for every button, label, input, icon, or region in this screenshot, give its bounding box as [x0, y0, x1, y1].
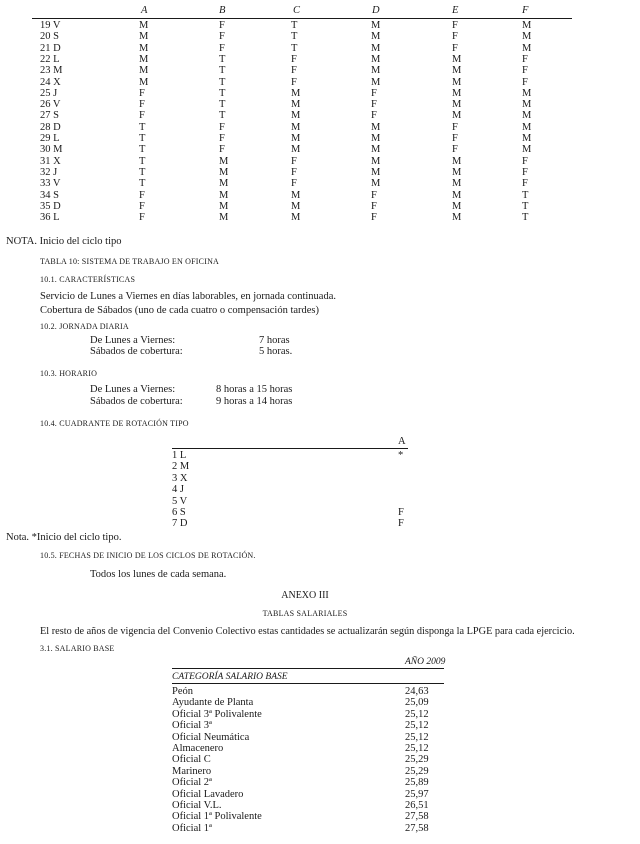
shift-cell: T	[291, 42, 298, 54]
shift-cell: F	[371, 212, 377, 224]
shift-cell: M	[371, 155, 381, 167]
row-day: 26 V	[40, 99, 61, 111]
salary-row	[0, 743, 640, 755]
shift-cell: M	[522, 99, 532, 111]
shift-cell: F	[371, 99, 377, 111]
cuadrante-row	[0, 496, 640, 507]
cuadrante-row	[0, 518, 640, 529]
cuadrante-day: 7 D	[172, 518, 188, 530]
row-day: 20 S	[40, 31, 59, 43]
shift-cell: M	[371, 65, 381, 77]
rotation-table-rule	[32, 18, 572, 19]
shift-cell: F	[371, 200, 377, 212]
cuadrante-value: *	[398, 450, 404, 461]
salary-amount: 25,89	[405, 777, 429, 789]
row-day: 28 D	[40, 121, 61, 133]
horario-label: De Lunes a Viernes:	[90, 384, 176, 395]
shift-cell: M	[522, 144, 532, 156]
shift-cell: M	[452, 212, 462, 224]
shift-cell: M	[371, 121, 381, 133]
table-row	[0, 122, 640, 133]
shift-cell: F	[522, 76, 528, 88]
salary-category: Oficial Neumática	[172, 731, 250, 743]
shift-cell: M	[522, 133, 532, 144]
shift-cell: F	[452, 42, 458, 54]
salary-row	[0, 789, 640, 801]
shift-cell: T	[139, 155, 146, 167]
shift-cell: T	[219, 87, 226, 99]
shift-cell: M	[522, 110, 532, 122]
shift-cell: T	[139, 121, 146, 133]
salary-category: Oficial 3ª	[172, 720, 212, 732]
shift-cell: T	[219, 53, 226, 65]
row-day: 30 M	[40, 144, 63, 156]
row-day: 27 S	[40, 110, 59, 122]
shift-cell: F	[522, 166, 528, 178]
table-row	[0, 144, 640, 155]
salary-row	[0, 686, 640, 698]
shift-cell: F	[219, 20, 225, 31]
shift-cell: M	[219, 166, 229, 178]
shift-cell: F	[371, 110, 377, 122]
shift-cell: M	[371, 178, 381, 190]
jornada-value: 5 horas.	[259, 346, 293, 357]
shift-cell: M	[452, 200, 462, 212]
shift-cell: M	[139, 53, 149, 65]
row-day: 36 L	[40, 212, 60, 224]
shift-cell: M	[452, 87, 462, 99]
salary-amount: 25,09	[405, 697, 429, 709]
row-day: 32 J	[40, 166, 58, 178]
shift-cell: M	[452, 189, 462, 201]
section-10-3-heading: 10.3. HORARIO	[40, 369, 98, 378]
shift-cell: M	[452, 76, 462, 88]
salary-amount: 25,12	[405, 743, 429, 754]
salary-amount: 25,12	[405, 708, 429, 720]
salary-category: Oficial Lavadero	[172, 788, 244, 800]
salary-row	[0, 709, 640, 721]
shift-cell: T	[139, 178, 146, 190]
shift-cell: M	[139, 31, 149, 43]
row-day: 24 X	[40, 76, 61, 88]
salary-category: Oficial V.L.	[172, 800, 222, 811]
shift-cell: T	[219, 65, 226, 77]
salary-category: Peón	[172, 686, 193, 697]
shift-cell: F	[452, 31, 458, 43]
shift-cell: T	[522, 212, 529, 224]
shift-cell: F	[452, 133, 458, 144]
shift-cell: F	[291, 166, 297, 178]
salary-amount: 24,63	[405, 686, 429, 697]
shift-cell: F	[522, 155, 528, 167]
shift-cell: M	[291, 212, 301, 224]
table-row	[0, 31, 640, 42]
cuadrante-day: 2 M	[172, 461, 190, 473]
section-3-1-heading: 3.1. SALARIO BASE	[40, 644, 115, 653]
shift-cell: M	[219, 212, 229, 224]
cuadrante-column-header: A	[398, 436, 406, 447]
salary-amount: 25,29	[405, 765, 429, 777]
shift-cell: F	[291, 178, 297, 190]
horario-value: 8 horas a 15 horas	[216, 384, 293, 395]
shift-cell: T	[219, 76, 226, 88]
shift-cell: M	[371, 20, 381, 31]
salary-amount: 27,58	[405, 811, 429, 823]
jornada-value: 7 horas	[259, 335, 290, 346]
table-row	[0, 43, 640, 54]
column-header: C	[293, 5, 301, 16]
shift-cell: M	[371, 53, 381, 65]
shift-cell: M	[452, 166, 462, 178]
salary-amount: 25,97	[405, 788, 429, 800]
table-row	[0, 88, 640, 99]
category-header: CATEGORÍA SALARIO BASE	[172, 672, 288, 682]
shift-cell: M	[291, 144, 301, 156]
shift-cell: M	[291, 200, 301, 212]
cuadrante-row	[0, 473, 640, 484]
shift-cell: M	[219, 178, 229, 190]
table-row	[0, 77, 640, 88]
shift-cell: M	[139, 65, 149, 77]
row-day: 25 J	[40, 87, 58, 99]
shift-cell: F	[139, 212, 145, 224]
shift-cell: F	[291, 76, 297, 88]
cuadrante-row	[0, 450, 640, 461]
cuadrante-value: F	[398, 507, 404, 518]
salary-category: Oficial 3ª Polivalente	[172, 708, 262, 720]
shift-cell: M	[452, 110, 462, 122]
shift-cell: F	[452, 121, 458, 133]
anexo-title-text: ANEXO III	[281, 590, 329, 601]
shift-cell: M	[452, 178, 462, 190]
shift-cell: M	[139, 20, 149, 31]
section-10-2-heading: 10.2. JORNADA DIARIA	[40, 322, 129, 331]
salary-table-top-rule	[172, 668, 444, 669]
anexo-subtitle	[0, 608, 610, 620]
salary-amount: 26,51	[405, 800, 429, 811]
shift-cell: T	[522, 200, 529, 212]
section-10-4-heading: 10.4. CUADRANTE DE ROTACIÓN TIPO	[40, 419, 189, 428]
shift-cell: F	[522, 178, 528, 190]
salary-category: Oficial 1ª Polivalente	[172, 811, 262, 823]
shift-cell: F	[219, 121, 225, 133]
horario-value: 9 horas a 14 horas	[216, 396, 293, 407]
shift-cell: F	[291, 65, 297, 77]
row-day: 35 D	[40, 200, 61, 212]
row-day: 33 V	[40, 178, 61, 190]
shift-cell: F	[139, 99, 145, 111]
shift-cell: T	[139, 166, 146, 178]
cuadrante-row	[0, 507, 640, 518]
shift-cell: M	[371, 166, 381, 178]
salary-category: Almacenero	[172, 743, 224, 754]
shift-cell: F	[452, 144, 458, 156]
shift-cell: M	[371, 133, 381, 144]
tabla10-title: TABLA 10: SISTEMA DE TRABAJO EN OFICINA	[40, 257, 220, 266]
shift-cell: F	[522, 53, 528, 65]
shift-cell: F	[452, 20, 458, 31]
shift-cell: M	[522, 87, 532, 99]
shift-cell: M	[522, 42, 532, 54]
cuadrante-day: 3 X	[172, 472, 188, 484]
salary-row	[0, 766, 640, 778]
salary-category: Oficial 1ª	[172, 822, 212, 834]
shift-cell: F	[522, 65, 528, 77]
shift-cell: M	[291, 133, 301, 144]
salary-row	[0, 732, 640, 744]
table-row	[0, 65, 640, 76]
shift-cell: M	[371, 31, 381, 43]
shift-cell: F	[219, 144, 225, 156]
shift-cell: M	[139, 76, 149, 88]
anexo-title	[0, 590, 610, 602]
column-header: B	[219, 5, 226, 16]
shift-cell: M	[291, 189, 301, 201]
section-10-1-heading: 10.1. CARACTERÍSTICAS	[40, 275, 136, 284]
shift-cell: F	[139, 189, 145, 201]
shift-cell: M	[452, 99, 462, 111]
jornada-label: Sábados de cobertura:	[90, 346, 183, 357]
salary-row	[0, 777, 640, 789]
cuadrante-row	[0, 461, 640, 472]
row-day: 34 S	[40, 189, 59, 201]
row-day: 22 L	[40, 53, 60, 65]
shift-cell: M	[522, 20, 532, 31]
shift-cell: F	[139, 87, 145, 99]
row-day: 21 D	[40, 42, 61, 54]
shift-cell: M	[291, 110, 301, 122]
salary-row	[0, 800, 640, 812]
shift-cell: M	[522, 31, 532, 43]
salary-category: Marinero	[172, 765, 212, 777]
shift-cell: M	[219, 189, 229, 201]
shift-cell: M	[452, 65, 462, 77]
shift-cell: F	[219, 42, 225, 54]
table-row	[0, 190, 640, 201]
salary-row	[0, 823, 640, 835]
rotation-table-header	[0, 5, 640, 16]
shift-cell: M	[522, 121, 532, 133]
shift-cell: T	[139, 144, 146, 156]
table-row	[0, 20, 640, 31]
salary-row	[0, 697, 640, 709]
cuadrante-value: F	[398, 518, 404, 530]
shift-cell: M	[452, 53, 462, 65]
horario-label: Sábados de cobertura:	[90, 396, 183, 407]
shift-cell: F	[139, 200, 145, 212]
shift-cell: T	[219, 99, 226, 111]
shift-cell: M	[291, 99, 301, 111]
table-row	[0, 99, 640, 110]
column-header: D	[372, 5, 380, 16]
shift-cell: M	[139, 42, 149, 54]
salary-category: Oficial 2ª	[172, 777, 212, 789]
salary-amount: 25,29	[405, 754, 429, 766]
shift-cell: F	[371, 87, 377, 99]
shift-cell: T	[291, 31, 298, 43]
column-header: E	[452, 5, 459, 16]
cuadrante-rule	[172, 448, 408, 449]
cuadrante-day: 6 S	[172, 507, 186, 518]
jornada-label: De Lunes a Viernes:	[90, 335, 176, 346]
shift-cell: M	[452, 155, 462, 167]
section-10-1-text: Servicio de Lunes a Viernes en días laborables, en jornada continuada.	[40, 291, 336, 302]
shift-cell: F	[219, 133, 225, 144]
table-row	[0, 133, 640, 144]
section-10-5-text: Todos los lunes de cada semana.	[90, 569, 227, 580]
anexo-intro: El resto de años de vigencia del Convenio Colectivo estas cantidades se actualizarán según disponga la LPGE para cada ejercicio.	[40, 626, 575, 637]
salary-row	[0, 754, 640, 766]
cuadrante-day: 1 L	[172, 450, 187, 461]
shift-cell: F	[371, 189, 377, 201]
salary-category: Oficial C	[172, 754, 211, 766]
nota-ciclo: NOTA. Inicio del ciclo tipo	[6, 236, 122, 247]
salary-table-header-rule	[172, 683, 444, 684]
table-row	[0, 54, 640, 65]
shift-cell: F	[291, 155, 297, 167]
column-header: F	[522, 5, 529, 16]
salary-amount: 25,12	[405, 731, 429, 743]
shift-cell: M	[371, 76, 381, 88]
nota-inicio: Nota. *Inicio del ciclo tipo.	[6, 532, 122, 543]
shift-cell: F	[291, 53, 297, 65]
shift-cell: T	[522, 189, 529, 201]
salary-category: Ayudante de Planta	[172, 697, 254, 709]
table-row	[0, 156, 640, 167]
cuadrante-day: 5 V	[172, 495, 188, 507]
salary-row	[0, 720, 640, 732]
row-day: 31 X	[40, 155, 61, 167]
salary-amount: 25,12	[405, 720, 429, 732]
table-row	[0, 110, 640, 121]
table-row	[0, 178, 640, 189]
cuadrante-day: 4 J	[172, 484, 184, 496]
table-row	[0, 201, 640, 212]
table-row	[0, 212, 640, 223]
salary-amount: 27,58	[405, 822, 429, 834]
shift-cell: F	[219, 31, 225, 43]
cuadrante-row	[0, 484, 640, 495]
row-day: 29 L	[40, 133, 60, 144]
shift-cell: M	[219, 155, 229, 167]
shift-cell: F	[139, 110, 145, 122]
table-row	[0, 167, 640, 178]
shift-cell: M	[219, 200, 229, 212]
salary-row	[0, 811, 640, 823]
shift-cell: T	[219, 110, 226, 122]
shift-cell: M	[371, 144, 381, 156]
section-10-1-text: Cobertura de Sábados (uno de cada cuatro o compensación tardes)	[40, 305, 320, 316]
row-day: 19 V	[40, 20, 61, 31]
shift-cell: T	[139, 133, 146, 144]
anexo-subtitle-text: TABLAS SALARIALES	[262, 609, 348, 618]
shift-cell: M	[291, 121, 301, 133]
column-header: A	[141, 5, 148, 16]
shift-cell: M	[371, 42, 381, 54]
shift-cell: M	[291, 87, 301, 99]
shift-cell: T	[291, 20, 298, 31]
year-header: AÑO 2009	[405, 657, 446, 667]
section-10-5-heading: 10.5. FECHAS DE INICIO DE LOS CICLOS DE ROTACIÓN.	[40, 551, 256, 560]
row-day: 23 M	[40, 65, 63, 77]
